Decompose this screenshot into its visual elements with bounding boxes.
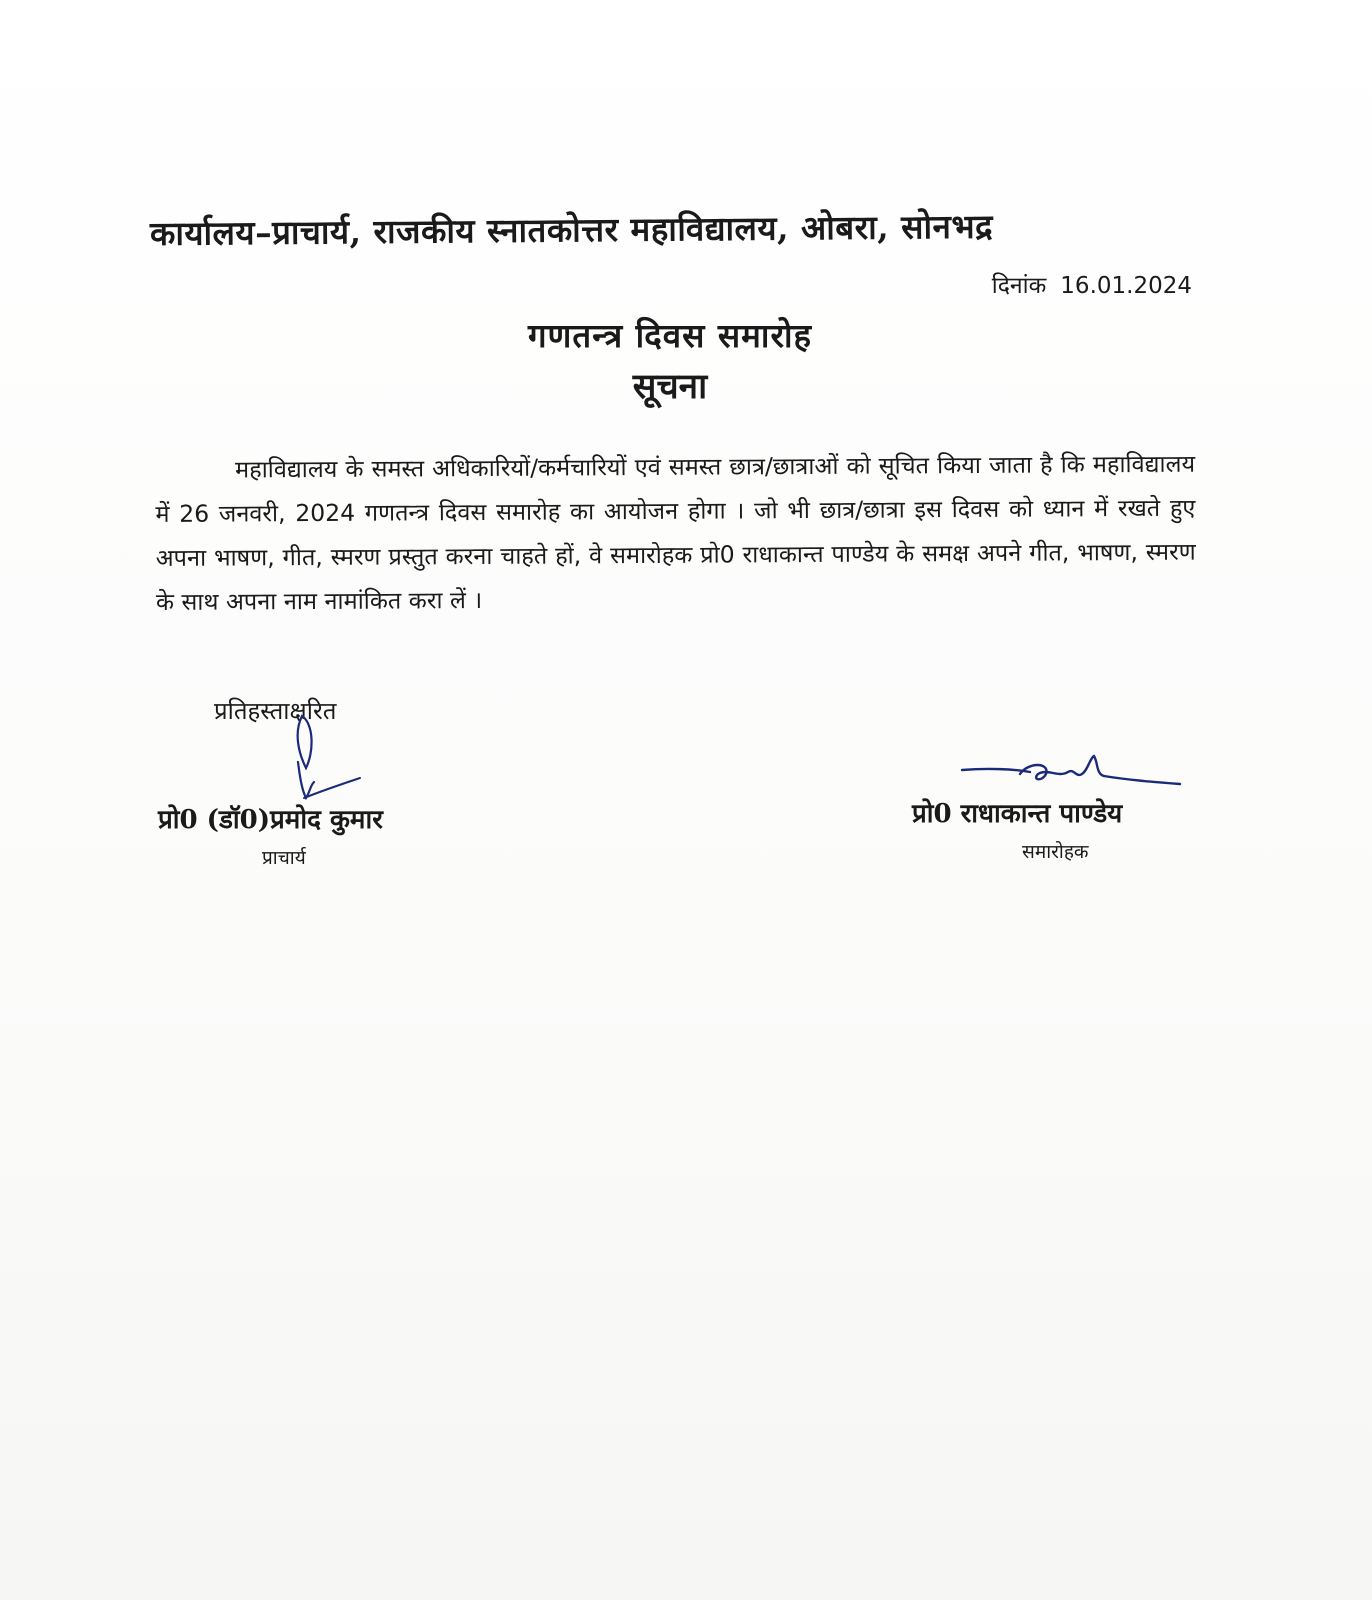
date-line	[992, 268, 1192, 300]
principal-signature-icon	[280, 712, 370, 808]
event-title: गणतन्त्र दिवस समारोह	[527, 316, 813, 355]
notice-heading: सूचना	[632, 366, 708, 407]
notice-body-paragraph: महाविद्यालय के समस्त अधिकारियों/कर्मचारियों एवं समस्त छात्र/छात्राओं को सूचित किया जाता है कि महाविद्यालय में 26 जनवरी, 2024 गणतन्त्र दिवस समारोह का आयोजन होगा । जो भी छात्र/छात्रा इस दिवस को ध्यान में रखते हुए अपना भाषण, गीत, स्मरण प्रस्तुत करना चाहते हों, वे समारोहक प्रो0 राधाकान्त पाण्डेय के समक्ष अपने गीत, भाषण, स्मरण के साथ अपना नाम नामांकित करा लें ।	[155, 449, 1196, 616]
office-header: कार्यालय–प्राचार्य, राजकीय स्नातकोत्तर महाविद्यालय, ओबरा, सोनभद्र	[149, 206, 994, 253]
date-label: दिनांक	[991, 273, 1047, 299]
principal-name: प्रो0 (डॉ0)प्रमोद कुमार	[158, 805, 383, 835]
convener-role: समारोहक	[1022, 841, 1089, 863]
date-value: 16.01.2024	[1060, 273, 1192, 299]
principal-role: प्राचार्य	[262, 847, 306, 869]
convener-name: प्रो0 राधाकान्त पाण्डेय	[912, 799, 1123, 829]
countersigned-label: प्रतिहस्ताक्षरित	[214, 697, 337, 725]
